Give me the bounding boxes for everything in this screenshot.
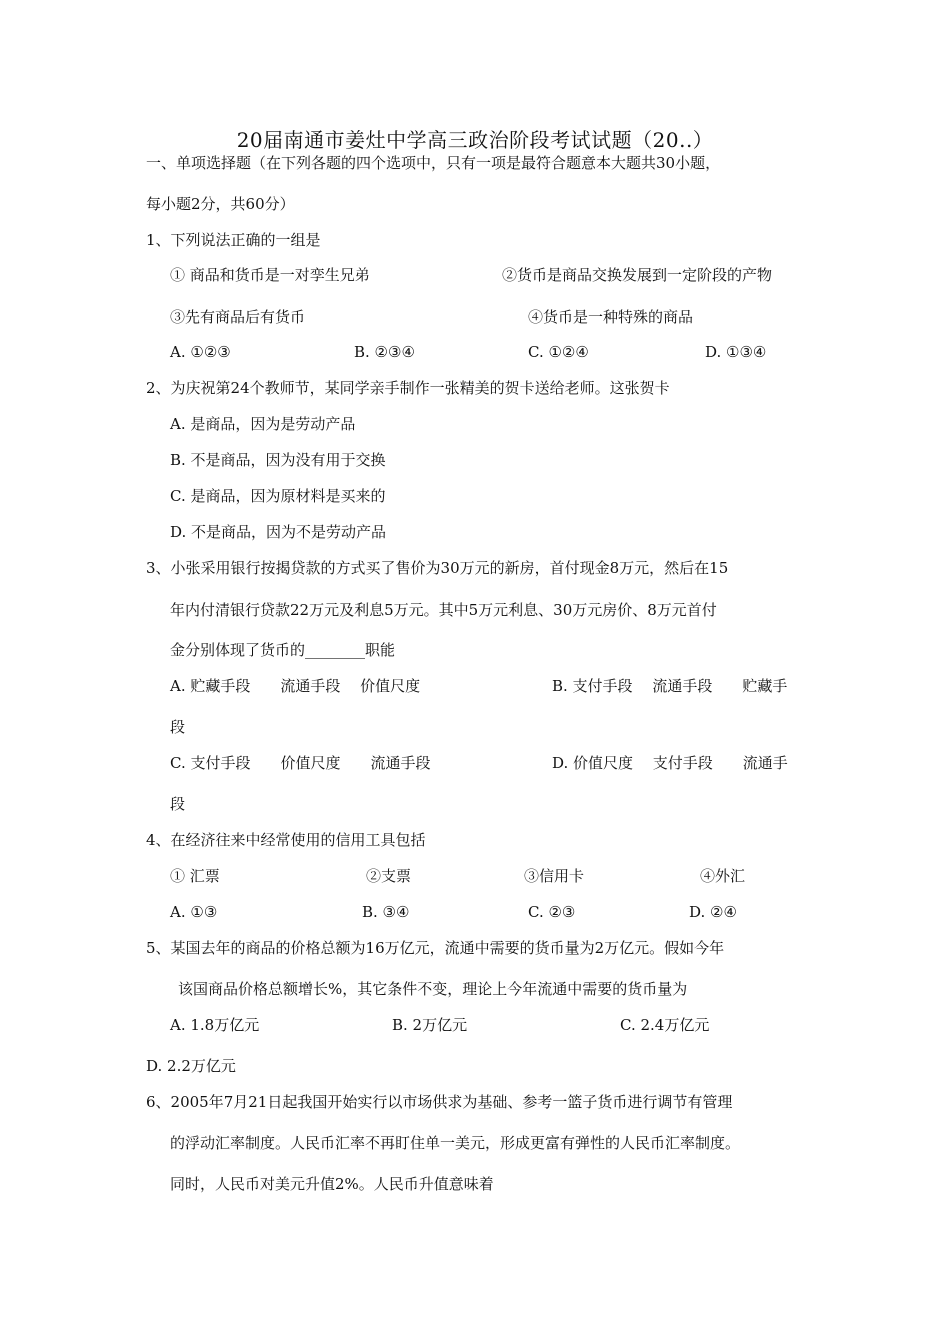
q2-option-c: C. 是商品，因为原材料是买来的 <box>170 487 386 505</box>
q4-statement-1: ① 汇票 <box>170 867 220 885</box>
q1-statement-4: ④货币是一种特殊的商品 <box>528 308 694 326</box>
q2-option-a: A. 是商品，因为是劳动产品 <box>170 415 356 433</box>
q2-option-d: D. 不是商品，因为不是劳动产品 <box>170 523 387 541</box>
q1-statement-1: ① 商品和货币是一对孪生兄弟 <box>170 266 370 284</box>
q4-option-b: B. ③④ <box>362 903 410 921</box>
q3-stem-line2: 年内付清银行贷款22万元及利息5万元。其中5万元利息、30万元房价、8万元首付 <box>170 601 717 619</box>
q3-option-c: C. 支付手段 价值尺度 流通手段 <box>170 754 431 772</box>
q1-option-d: D. ①③④ <box>705 343 767 361</box>
section-heading-line1: 一、单项选择题（在下列各题的四个选项中，只有一项是最符合题意本大题共30小题， <box>146 154 721 172</box>
q5-option-c: C. 2.4万亿元 <box>620 1016 710 1034</box>
q4-option-a: A. ①③ <box>170 903 218 921</box>
q3-option-b-continuation: 段 <box>170 718 186 736</box>
q1-stem: 1、下列说法正确的一组是 <box>146 231 321 249</box>
q3-stem-line3: 金分别体现了货币的________职能 <box>170 641 396 659</box>
q3-option-a: A. 贮藏手段 流通手段 价值尺度 <box>170 677 421 695</box>
q4-statement-3: ③信用卡 <box>524 867 585 885</box>
q4-option-d: D. ②④ <box>689 903 737 921</box>
q4-statement-4: ④外汇 <box>700 867 746 885</box>
q4-statement-2: ②支票 <box>366 867 412 885</box>
q5-option-a: A. 1.8万亿元 <box>170 1016 260 1034</box>
q6-stem-line1: 6、2005年7月21日起我国开始实行以市场供求为基础、参考一篮子货币进行调节有管理 <box>146 1093 733 1111</box>
section-heading-line2: 每小题2分，共60分） <box>146 195 295 213</box>
q1-statement-2: ②货币是商品交换发展到一定阶段的产物 <box>502 266 773 284</box>
q1-option-a: A. ①②③ <box>170 343 231 361</box>
q4-stem: 4、在经济往来中经常使用的信用工具包括 <box>146 831 426 849</box>
q1-option-c: C. ①②④ <box>528 343 589 361</box>
q1-statement-3: ③先有商品后有货币 <box>170 308 306 326</box>
q4-option-c: C. ②③ <box>528 903 576 921</box>
q5-stem-line1: 5、某国去年的商品的价格总额为16万亿元，流通中需要的货币量为2万亿元。假如今年 <box>146 939 725 957</box>
q3-option-d: D. 价值尺度 支付手段 流通手 <box>552 754 788 772</box>
q3-option-d-continuation: 段 <box>170 795 186 813</box>
q3-stem-line1: 3、小张采用银行按揭贷款的方式买了售价为30万元的新房，首付现金8万元，然后在15 <box>146 559 729 577</box>
q6-stem-line3: 同时，人民币对美元升值2%。人民币升值意味着 <box>170 1175 494 1193</box>
q5-option-b: B. 2万亿元 <box>392 1016 468 1034</box>
exam-title: 20届南通市姜灶中学高三政治阶段考试试题（20..） <box>236 128 714 152</box>
q6-stem-line2: 的浮动汇率制度。人民币汇率不再盯住单一美元，形成更富有弹性的人民币汇率制度。 <box>170 1134 741 1152</box>
q3-option-b: B. 支付手段 流通手段 贮藏手 <box>552 677 788 695</box>
q1-option-b: B. ②③④ <box>354 343 415 361</box>
q5-option-d: D. 2.2万亿元 <box>146 1057 236 1075</box>
q2-stem: 2、为庆祝第24个教师节，某同学亲手制作一张精美的贺卡送给老师。这张贺卡 <box>146 379 670 397</box>
q5-stem-line2: 该国商品价格总额增长%，其它条件不变，理论上今年流通中需要的货币量为 <box>178 980 688 998</box>
q2-option-b: B. 不是商品，因为没有用于交换 <box>170 451 386 469</box>
